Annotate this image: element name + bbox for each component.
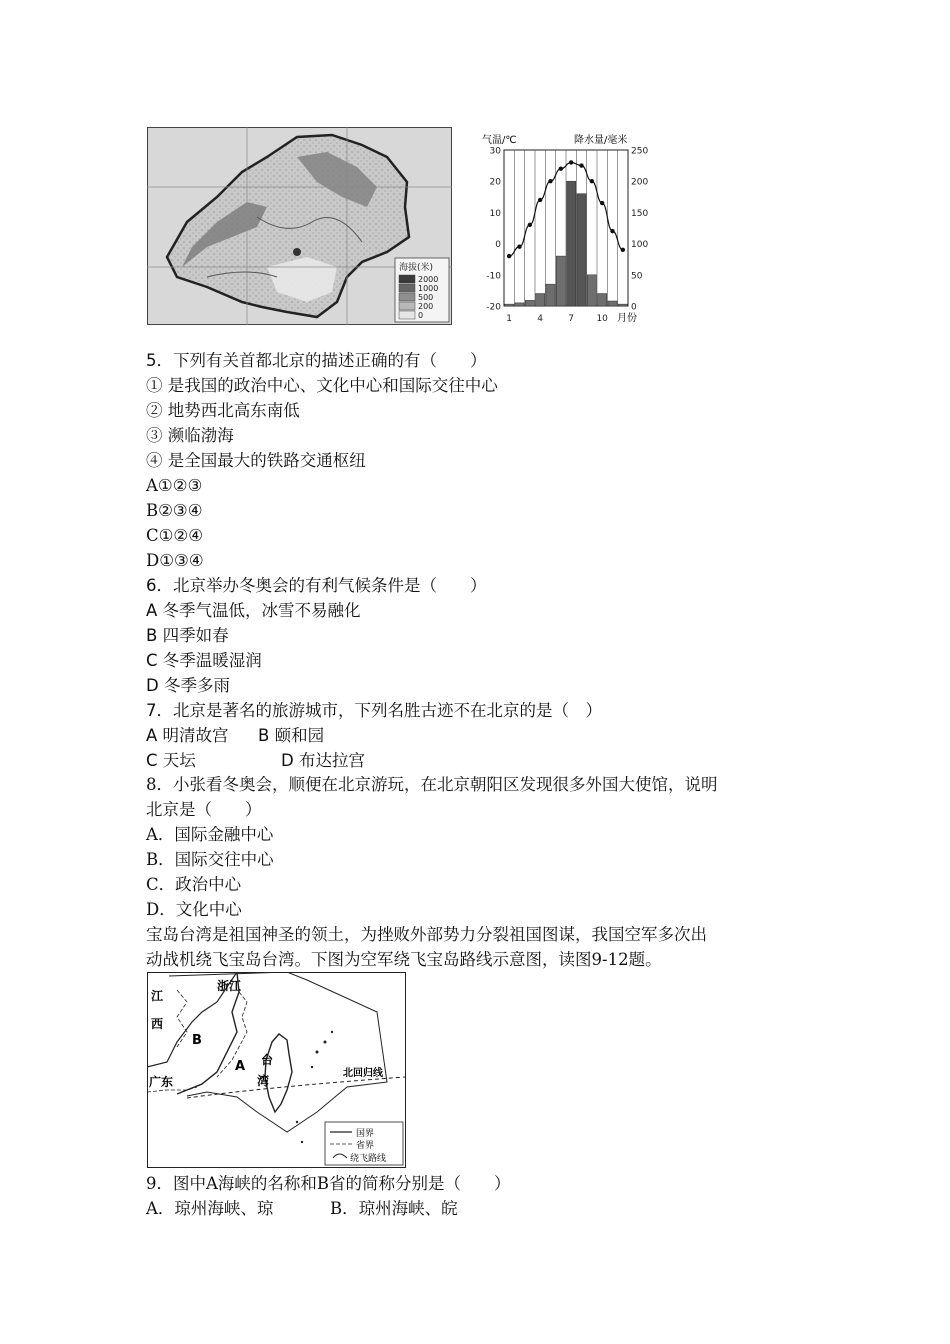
q7-option-c: C 天坛 <box>146 751 196 770</box>
label-zhejiang: 浙江 <box>217 979 242 993</box>
q9-option-b: B．琼州海峡、皖 <box>330 1199 458 1218</box>
temp-tick-label: 30 <box>489 146 501 157</box>
legend-value: 2000 <box>418 275 439 284</box>
precipitation-bar <box>577 194 586 306</box>
temperature-point <box>621 248 625 252</box>
q5-option-b: B②③④ <box>146 501 203 520</box>
temperature-point <box>600 201 604 205</box>
legend-swatch <box>399 302 415 310</box>
x-axis-label: 月份 <box>617 313 637 324</box>
q5-item-2: ② 地势西北高东南低 <box>146 401 300 420</box>
precipitation-bar <box>556 256 565 306</box>
precip-axis-label: 降水量/毫米 <box>574 135 628 146</box>
q8-option-d: D．文化中心 <box>146 900 242 919</box>
temperature-point <box>569 160 573 164</box>
temp-tick-label: 10 <box>489 208 501 219</box>
label-xi: 西 <box>151 1017 164 1031</box>
q5-item-3: ③ 濒临渤海 <box>146 426 234 445</box>
q8-option-a: A．国际金融中心 <box>146 825 274 844</box>
legend-swatch <box>399 275 415 283</box>
legend-province-border: 省界 <box>356 1141 375 1151</box>
legend-swatch <box>399 284 415 292</box>
legend-swatch <box>399 293 415 301</box>
precipitation-bar <box>587 275 596 306</box>
q5-option-a: A①②③ <box>146 476 203 495</box>
temp-tick-label: 0 <box>495 240 501 251</box>
legend-value: 1000 <box>418 284 439 293</box>
label-tropic-of-cancer: 北回归线 <box>343 1068 383 1079</box>
label-jiang: 江 <box>151 989 164 1003</box>
precipitation-bar <box>567 181 576 306</box>
precip-tick-label: 250 <box>631 146 649 157</box>
month-tick-label: 1 <box>506 314 513 324</box>
temperature-point <box>517 245 521 249</box>
label-b: B <box>192 1033 202 1048</box>
q5-stem: 5．下列有关首都北京的描述正确的有（ ） <box>146 351 487 370</box>
q7-option-b: B 颐和园 <box>258 726 325 745</box>
precip-tick-label: 100 <box>631 240 649 251</box>
q5-item-1: ① 是我国的政治中心、文化中心和国际交往中心 <box>146 376 498 395</box>
precipitation-bar <box>598 294 607 306</box>
q6-option-c: C 冬季温暖湿润 <box>146 651 262 670</box>
temperature-point <box>610 229 614 233</box>
intro-line1: 宝岛台湾是祖国神圣的领土，为挫败外部势力分裂祖国图谋，我国空军多次出 <box>146 925 707 944</box>
temperature-point <box>590 179 594 183</box>
q6-option-a: A 冬季气温低，冰雪不易融化 <box>146 601 361 620</box>
q5-option-d: D①③④ <box>146 551 204 570</box>
q9-stem: 9．图中A海峡的名称和B省的简称分别是（ ） <box>146 1174 511 1193</box>
temp-tick-label: -10 <box>486 271 501 282</box>
temperature-point <box>528 223 532 227</box>
label-guangdong: 广东 <box>149 1075 174 1089</box>
q6-stem: 6．北京举办冬奥会的有利气候条件是（ ） <box>146 576 487 595</box>
temperature-point <box>548 179 552 183</box>
month-tick-label: 10 <box>596 314 608 324</box>
month-tick-label: 4 <box>537 314 544 324</box>
q7-option-a: A 明清故宫 <box>146 726 229 745</box>
q8-stem-line1: 8．小张看冬奥会，顺便在北京游玩，在北京朝阳区发现很多外国大使馆，说明 <box>146 775 718 794</box>
temp-tick-label: 20 <box>489 177 501 188</box>
q6-option-b: B 四季如春 <box>146 626 229 645</box>
q8-stem-line2: 北京是（ ） <box>146 800 262 819</box>
q5-item-4: ④ 是全国最大的铁路交通枢纽 <box>146 451 366 470</box>
precip-tick-label: 0 <box>631 302 637 313</box>
legend-value: 0 <box>418 311 424 320</box>
precip-tick-label: 200 <box>631 177 649 188</box>
temperature-point <box>579 163 583 167</box>
legend-flight-route: 绕飞路线 <box>350 1154 387 1164</box>
climate-chart <box>478 130 658 326</box>
temp-axis-label: 气温/℃ <box>482 135 517 146</box>
precipitation-bar <box>536 294 545 306</box>
precipitation-bar <box>515 303 524 306</box>
temperature-point <box>507 254 511 258</box>
precip-tick-label: 150 <box>631 208 649 219</box>
taiwan-map <box>147 972 406 1168</box>
legend-value: 500 <box>418 293 434 302</box>
precipitation-bar <box>546 284 555 306</box>
map-legend-title: 海拔(米) <box>399 263 434 273</box>
q6-option-d: D 冬季多雨 <box>146 676 230 695</box>
q7-stem: 7．北京是著名的旅游城市，下列名胜古迹不在北京的是（ ） <box>146 701 602 720</box>
precipitation-bar <box>525 300 534 306</box>
q8-option-c: C．政治中心 <box>146 875 242 894</box>
q7-option-d: D 布达拉宫 <box>281 751 365 770</box>
legend-border: 国界 <box>356 1129 375 1139</box>
intro-line2: 动战机绕飞宝岛台湾。下图为空军绕飞宝岛路线示意图，读图9-12题。 <box>146 950 662 969</box>
month-tick-label: 7 <box>568 314 575 324</box>
precipitation-bar <box>608 301 617 306</box>
temperature-point <box>559 167 563 171</box>
temperature-point <box>538 198 542 202</box>
label-wan: 湾 <box>257 1074 270 1088</box>
temp-tick-label: -20 <box>486 302 501 313</box>
q8-option-b: B．国际交往中心 <box>146 850 274 869</box>
precipitation-bar <box>618 304 627 306</box>
q5-option-c: C①②④ <box>146 526 204 545</box>
label-a: A <box>235 1059 246 1074</box>
label-tai: 台 <box>261 1053 274 1067</box>
legend-swatch <box>399 311 415 319</box>
legend-value: 200 <box>418 302 434 311</box>
precip-tick-label: 50 <box>631 271 643 282</box>
q9-option-a: A．琼州海峡、琼 <box>146 1199 274 1218</box>
precipitation-bar <box>505 304 514 306</box>
beijing-map <box>147 127 452 325</box>
